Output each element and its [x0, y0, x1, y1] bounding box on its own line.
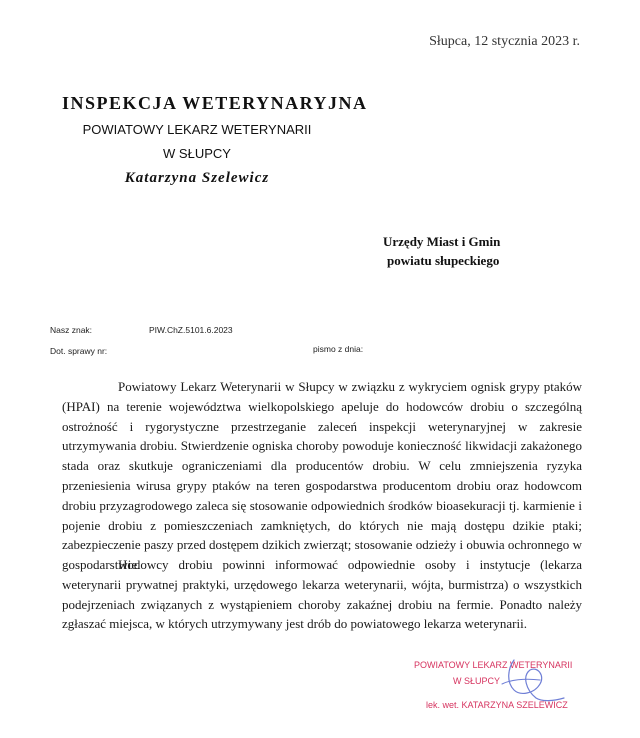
body-paragraph-1	[62, 377, 582, 575]
reference-value: PIW.ChZ.5101.6.2023	[149, 325, 233, 335]
handwritten-signature	[444, 654, 584, 706]
institution-office: POWIATOWY LEKARZ WETERYNARII	[82, 122, 312, 137]
body-paragraph-2	[62, 555, 582, 634]
stamp-line-1: POWIATOWY LEKARZ WETERYNARII	[414, 660, 573, 670]
document-date: Słupca, 12 stycznia 2023 r.	[429, 34, 580, 49]
body-paragraph-1-text: Powiatowy Lekarz Weterynarii w Słupcy w związku z wykryciem ognisk grypy ptaków (HPAI) na terenie województwa wielkopolskiego apeluje do hodowców drobiu o szczególną ostrożność i rygorystyczne przestrzeganie zaleceń inspekcji weterynaryjnej w zakresie utrzymywania drobiu. Stwierdzenie ogniska choroby powoduje konieczność likwidacji zakażonego stada oraz skutkuje ograniczeniami dla producentów drobiu. W celu zmniejszenia ryzyka przeniesienia wirusa grypy ptaków na teren gospodarstwa producentom drobiu oraz hodowcom drobiu przyzagrodowego zaleca się stosowanie odpowiednich środków bioasekuracji tj. karmienie i pojenie drobiu z pomieszczeniach zamkniętych, do których nie mają dostępu dzikie ptaki; zabezpieczenie paszy przed dostępem dzikich zwierząt; stosowanie odzieży i obuwia ochronnego w gospodarstwie.	[62, 379, 582, 573]
case-number-label: Dot. sprawy nr:	[50, 346, 108, 356]
recipient-line-1: Urzędy Miast i Gmin	[383, 234, 501, 249]
officer-name: Katarzyna Szelewicz	[124, 170, 270, 186]
stamp-line-2: W SŁUPCY	[453, 676, 501, 686]
letter-date-label: pismo z dnia:	[313, 344, 364, 354]
reference-label: Nasz znak:	[50, 325, 93, 335]
institution-title: INSPEKCJA WETERYNARYJNA	[62, 93, 368, 113]
stamp-line-3: lek. wet. KATARZYNA SZELEWICZ	[426, 700, 568, 710]
recipient-line-2: powiatu słupeckiego	[387, 253, 500, 268]
institution-location: W SŁUPCY	[163, 146, 231, 161]
body-paragraph-2-text: Hodowcy drobiu powinni informować odpowiednie osoby i instytucje (lekarza weterynarii prywatnej praktyki, urzędowego lekarza weterynarii, wójta, burmistrza) o wszystkich podejrzeniach związanych z wystąpieniem choroby zakaźnej drobiu na fermie. Ponadto należy zgłaszać miejsca, w których utrzymywany jest drób do powiatowego lekarza weterynarii.	[62, 557, 582, 632]
